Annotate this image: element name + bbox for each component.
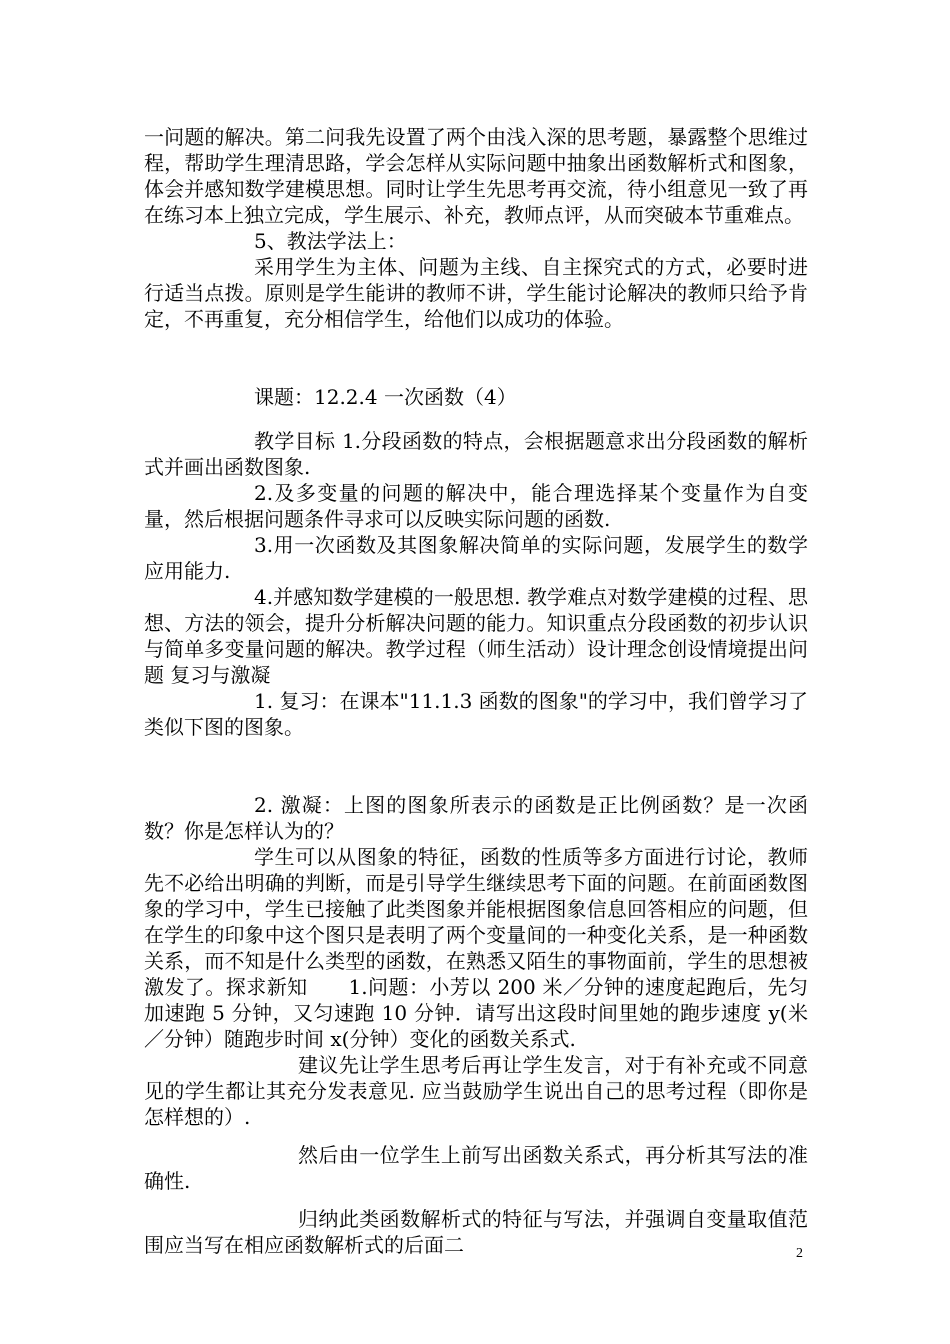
paragraph-summary: 归纳此类函数解析式的特征与写法，并强调自变量取值范围应当写在相应函数解析式的后面二 xyxy=(144,1207,808,1257)
page-number: 2 xyxy=(796,1246,803,1261)
paragraph-objective-1: 教学目标 1.分段函数的特点，会根据题意求出分段函数的解析式并画出函数图象. xyxy=(144,429,808,479)
lesson-title: 课题：12.2.4 一次函数（4） xyxy=(254,385,517,409)
paragraph-problem-solving: 一问题的解决。第二问我先设置了两个由浅入深的思考题，暴露整个思维过程，帮助学生理清思路，学会怎样从实际问题中抽象出函数解析式和图象，体会并感知数学建模思想。同时让学生先思考再交流，待小组意见一致了再在练习本上独立完成，学生展示、补充，教师点评，从而突破本节重难点。 xyxy=(144,125,808,227)
paragraph-stimulate: 2. 激凝：上图的图象所表示的函数是正比例函数？是一次函数？你是怎样认为的？ xyxy=(144,793,808,843)
paragraph-methods-body: 采用学生为主体、问题为主线、自主探究式的方式，必要时进行适当点拨。原则是学生能讲的教师不讲，学生能讨论解决的教师只给予肯定，不再重复，充分相信学生，给他们以成功的体验。 xyxy=(144,255,808,331)
paragraph-suggestion: 建议先让学生思考后再让学生发言，对于有补充或不同意见的学生都让其充分发表意见. 应当鼓励学生说出自己的思考过程（即你是怎样想的）. xyxy=(144,1053,808,1129)
paragraph-objective-2: 2.及多变量的问题的解决中，能合理选择某个变量作为自变量，然后根据问题条件寻求可以反映实际问题的函数. xyxy=(144,481,808,531)
paragraph-objective-3: 3.用一次函数及其图象解决简单的实际问题，发展学生的数学应用能力. xyxy=(144,533,808,583)
page-body xyxy=(144,124,808,1258)
paragraph-review: 1. 复习：在课本"11.1.3 函数的图象"的学习中，我们曾学习了类似下图的图象。 xyxy=(144,689,808,739)
paragraph-objective-4: 4.并感知数学建模的一般思想. 教学难点对数学建模的过程、思想、方法的领会，提升分析解决问题的能力。知识重点分段函数的初步认识与简单多变量问题的解决。教学过程（师生活动）设计理念创设情境提出问题 复习与激凝 xyxy=(144,585,808,687)
paragraph-methods-heading: 5、教法学法上： xyxy=(254,229,407,253)
paragraph-write-function: 然后由一位学生上前写出函数关系式，再分析其写法的准确性. xyxy=(144,1143,808,1193)
paragraph-discussion: 学生可以从图象的特征，函数的性质等多方面进行讨论，教师先不必给出明确的判断，而是引导学生继续思考下面的问题。在前面函数图象的学习中，学生已接触了此类图象并能根据图象信息回答相应的问题，但在学生的印象中这个图只是表明了两个变量间的一种变化关系，是一种函数关系，而不知是什么类型的函数，在熟悉又陌生的事物面前，学生的思想被激发了。探求新知 1.问题：小芳以 200 米／分钟的速度起跑后，先匀加速跑 5 分钟，又匀速跑 10 分钟．请写出这段时间里她的跑步速度 y(米／分钟）随跑步时间 x(分钟）变化的函数关系式. xyxy=(144,845,808,1051)
